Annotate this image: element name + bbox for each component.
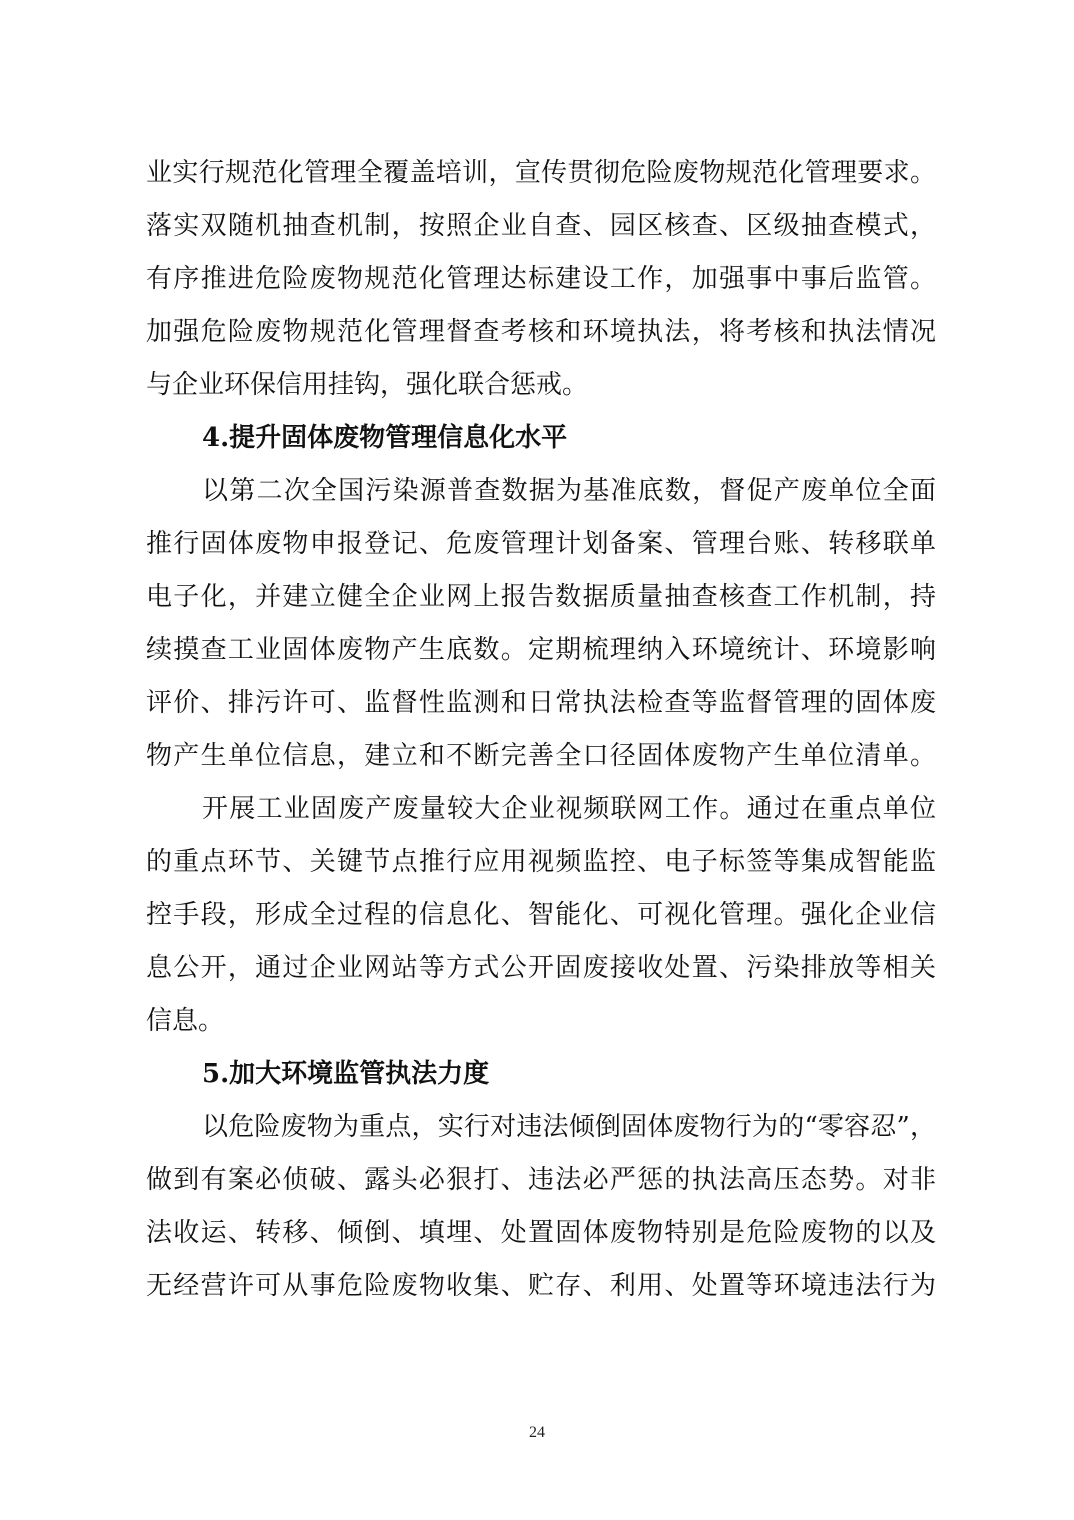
paragraph-line: 法收运、转移、倾倒、填埋、处置固体废物特别是危险废物的以及	[146, 1218, 936, 1248]
paragraph-line: 无经营许可从事危险废物收集、贮存、利用、处置等环境违法行为	[146, 1271, 936, 1301]
paragraph-line: 推行固体废物申报登记、危废管理计划备案、管理台账、转移联单	[146, 529, 936, 559]
section-heading: 5.加大环境监管执法力度	[202, 1059, 490, 1089]
paragraph-line: 评价、排污许可、监督性监测和日常执法检查等监督管理的固体废	[146, 688, 936, 718]
paragraph-line: 有序推进危险废物规范化管理达标建设工作，加强事中事后监管。	[146, 264, 936, 294]
paragraph-line: 开展工业固废产废量较大企业视频联网工作。通过在重点单位	[202, 794, 936, 824]
paragraph-line: 物产生单位信息，建立和不断完善全口径固体废物产生单位清单。	[146, 741, 936, 771]
paragraph-line: 信息。	[146, 1006, 225, 1036]
paragraph-line: 加强危险废物规范化管理督查考核和环境执法，将考核和执法情况	[146, 317, 936, 347]
section-heading: 4.提升固体废物管理信息化水平	[202, 423, 568, 453]
paragraph-line: 业实行规范化管理全覆盖培训，宣传贯彻危险废物规范化管理要求。	[146, 158, 936, 188]
paragraph-line: 做到有案必侦破、露头必狠打、违法必严惩的执法高压态势。对非	[146, 1165, 936, 1195]
paragraph-line: 的重点环节、关键节点推行应用视频监控、电子标签等集成智能监	[146, 847, 936, 877]
paragraph-line: 续摸查工业固体废物产生底数。定期梳理纳入环境统计、环境影响	[146, 635, 936, 665]
paragraph-line: 电子化，并建立健全企业网上报告数据质量抽查核查工作机制，持	[146, 582, 936, 612]
page-number: 24	[529, 1424, 545, 1441]
paragraph-line: 与企业环保信用挂钩，强化联合惩戒。	[146, 370, 589, 400]
paragraph-line: 落实双随机抽查机制，按照企业自查、园区核查、区级抽查模式，	[146, 211, 936, 241]
paragraph-line: 以第二次全国污染源普查数据为基准底数，督促产废单位全面	[202, 476, 936, 506]
paragraph-line: 息公开，通过企业网站等方式公开固废接收处置、污染排放等相关	[146, 953, 936, 983]
document-body	[146, 147, 936, 1313]
paragraph-line: 以危险废物为重点，实行对违法倾倒固体废物行为的“零容忍”，	[202, 1112, 936, 1142]
paragraph-line: 控手段，形成全过程的信息化、智能化、可视化管理。强化企业信	[146, 900, 936, 930]
